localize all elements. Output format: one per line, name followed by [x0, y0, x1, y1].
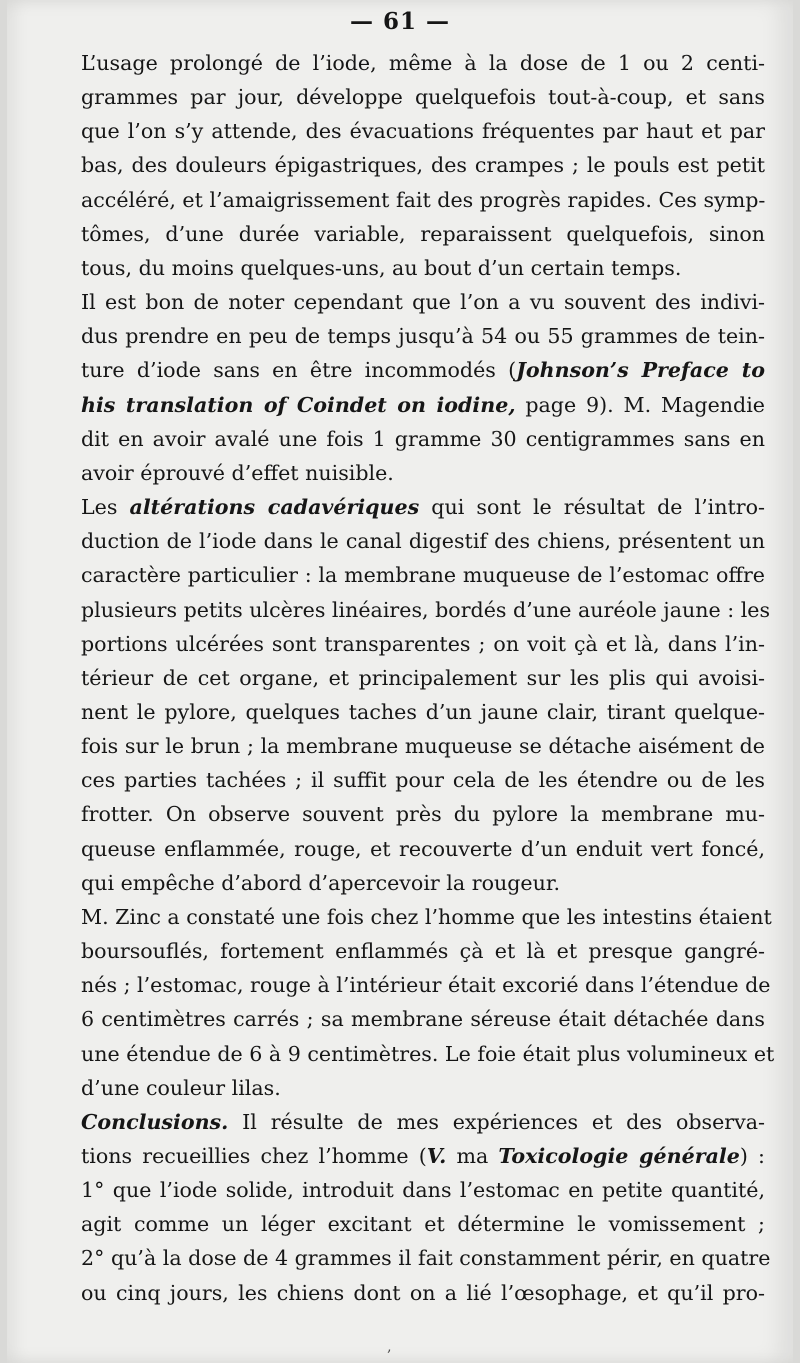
text-line: frotter. On observe souvent près du pylore la membrane mu- [81, 802, 765, 827]
text-line: fois sur le brun ; la membrane muqueuse se détache aisément de [81, 734, 765, 759]
text-line: d’une couleur lilas. [81, 1075, 281, 1100]
paragraph-3 [47, 490, 771, 900]
text-line [47, 353, 765, 387]
text-line: portions ulcérées sont transparentes ; on voit çà et là, dans l’in- [81, 631, 765, 656]
text-line: M. Zinc a constaté une fois chez l’homme que les intestins étaient [81, 904, 772, 929]
paragraph-4 [47, 900, 775, 1105]
text-line: tous, du moins quelques-uns, au bout d’un certain temps. [81, 255, 682, 280]
text-run: ) : [739, 1144, 765, 1168]
citation-italic: his translation of Coindet on iodine, [81, 392, 516, 417]
page-body [47, 46, 775, 1310]
text-line: 1° que l’iode solide, introduit dans l’estomac en petite quantité, [81, 1178, 765, 1203]
text-line: accéléré, et l’amaigrissement fait des progrès rapides. Ces symp- [81, 187, 766, 212]
text-line [47, 388, 765, 422]
paragraph-2 [47, 285, 765, 490]
section-term-italic: altérations cadavériques [129, 495, 420, 520]
text-line: tômes, d’une durée variable, reparaissent quelquefois, sinon [81, 221, 765, 246]
text-run: qui sont le résultat de l’intro- [419, 495, 765, 520]
page-number: — 61 — [349, 8, 451, 35]
text-line [47, 1105, 765, 1139]
text-line: ou cinq jours, les chiens dont on a lié l’œsophage, et qu’il pro- [81, 1280, 765, 1305]
text-line: grammes par jour, développe quelquefois tout-à-coup, et sans [81, 85, 765, 110]
book-page [7, 0, 793, 1363]
text-run: page 9). M. Magendie [515, 392, 765, 417]
text-line: Il est bon de noter cependant que l’on a vu souvent des indivi- [81, 290, 765, 315]
citation-italic: V. [426, 1144, 447, 1168]
text-run: Il résulte de mes expériences et des observa- [228, 1109, 765, 1134]
text-line: boursouflés, fortement enflammés çà et là et presque gangré- [81, 939, 765, 964]
print-speck: ‚ [387, 1339, 392, 1355]
text-line: L’usage prolongé de l’iode, même à la dose de 1 ou 2 centi- [81, 51, 765, 75]
paragraph-1 [47, 46, 765, 285]
text-line: nés ; l’estomac, rouge à l’intérieur était excorié dans l’étendue de [81, 973, 771, 998]
text-line: bas, des douleurs épigastriques, des crampes ; le pouls est petit [81, 153, 765, 178]
text-line: caractère particulier : la membrane muqueuse de l’estomac offre [81, 563, 765, 588]
text-line: agit comme un léger excitant et détermine le vomissement ; [81, 1212, 765, 1237]
text-line: plusieurs petits ulcères linéaires, bordés d’une auréole jaune : les [81, 597, 771, 622]
text-line: 6 centimètres carrés ; sa membrane séreuse était détachée dans [81, 1007, 765, 1032]
text-line: que l’on s’y attende, des évacuations fréquentes par haut et par [81, 119, 765, 144]
text-line: dit en avoir avalé une fois 1 gramme 30 centigrammes sans en [81, 426, 765, 451]
text-run: ture d’iode sans en être incommodés ( [81, 358, 517, 383]
text-line: duction de l’iode dans le canal digestif des chiens, présentent un [81, 529, 765, 554]
citation-italic: Johnson’s Preface to [516, 358, 765, 383]
text-line: avoir éprouvé d’effet nuisible. [81, 460, 394, 485]
paragraph-5 [47, 1105, 771, 1310]
text-line: 2° qu’à la dose de 4 grammes il fait constamment périr, en quatre [81, 1246, 771, 1271]
section-heading-italic: Conclusions. [81, 1109, 229, 1134]
text-line: ces parties tachées ; il suffit pour cela de les étendre ou de les [81, 768, 765, 793]
text-run: Les [81, 495, 130, 520]
text-line: qui empêche d’abord d’apercevoir la rougeur. [81, 870, 560, 895]
text-run: tions recueillies chez l’homme ( [81, 1144, 427, 1168]
text-run: ma [446, 1144, 499, 1168]
text-line [47, 1139, 765, 1173]
text-line: dus prendre en peu de temps jusqu’à 54 ou 55 grammes de tein- [81, 324, 765, 349]
text-line: queuse enflammée, rouge, et recouverte d’un enduit vert foncé, [81, 836, 765, 861]
text-line: térieur de cet organe, et principalement sur les plis qui avoisi- [81, 665, 765, 690]
text-line: une étendue de 6 à 9 centimètres. Le foie était plus volumineux et [81, 1041, 775, 1066]
text-line [47, 490, 765, 524]
citation-italic: Toxicologie générale [498, 1144, 740, 1168]
text-line: nent le pylore, quelques taches d’un jaune clair, tirant quelque- [81, 699, 765, 724]
